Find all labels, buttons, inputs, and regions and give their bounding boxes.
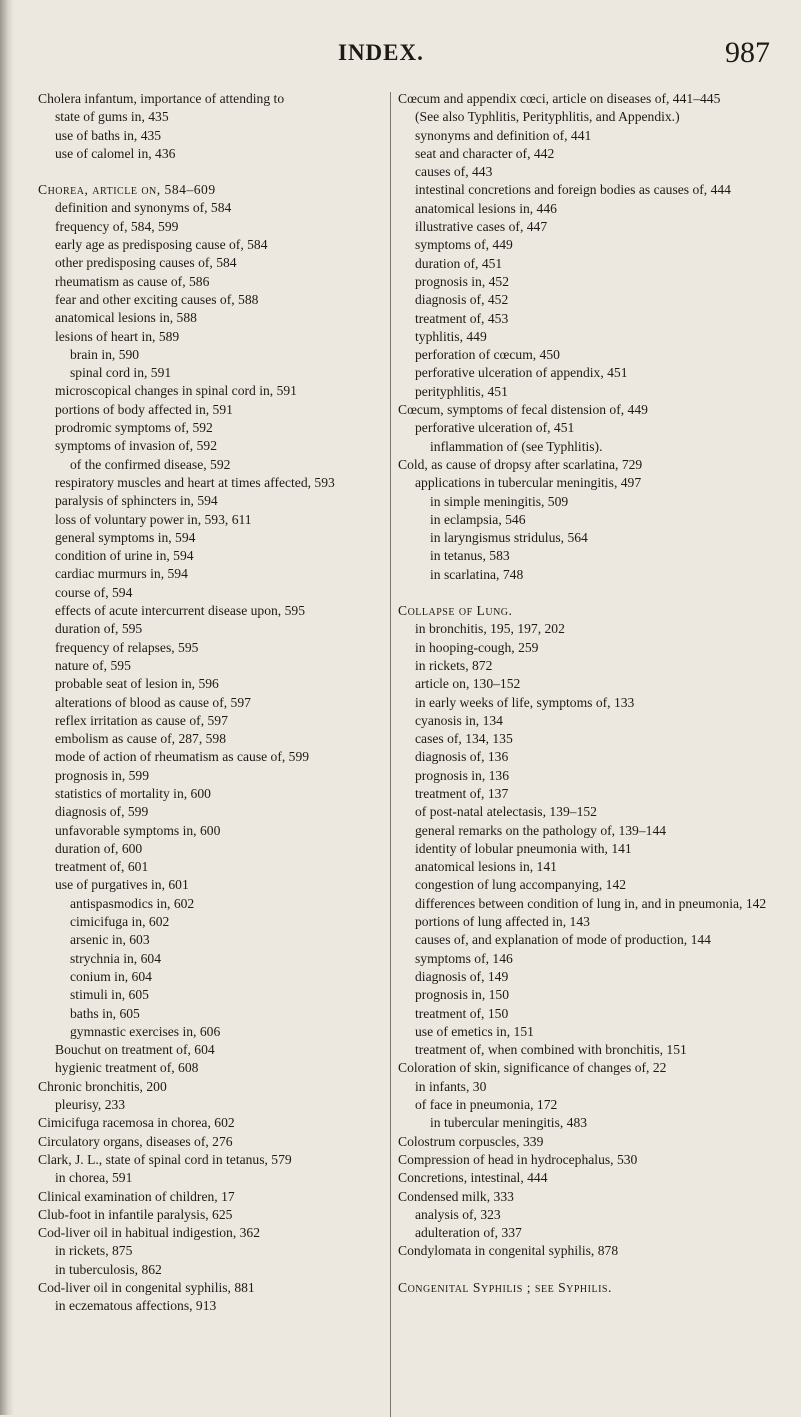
index-entry: treatment of, 150	[415, 1005, 509, 1021]
index-entry: alterations of blood as cause of, 597	[55, 694, 251, 710]
index-entry: Cod-liver oil in congenital syphilis, 881	[38, 1280, 255, 1295]
index-entry: symptoms of, 449	[415, 237, 513, 253]
index-entry: frequency of relapses, 595	[55, 639, 199, 655]
index-entry: anatomical lesions in, 588	[55, 310, 197, 326]
index-entry: article on, 130–152	[415, 676, 521, 692]
index-entry: stimuli in, 605	[70, 987, 149, 1003]
index-entry: congestion of lung accompanying, 142	[415, 877, 627, 893]
index-entry: diagnosis of, 136	[415, 749, 509, 765]
entry-spacer	[398, 584, 790, 602]
index-entry: Cœcum, symptoms of fecal distension of, 449	[398, 402, 648, 418]
index-entry: baths in, 605	[70, 1005, 140, 1021]
index-entry: perforation of cœcum, 450	[415, 347, 560, 363]
index-entry: in laryngismus stridulus, 564	[430, 530, 588, 546]
index-entry: lesions of heart in, 589	[55, 328, 180, 344]
index-entry: frequency of, 584, 599	[55, 218, 179, 234]
index-entry: Collapse of Lung.	[398, 603, 513, 619]
index-entry: microscopical changes in spinal cord in, 591	[55, 383, 297, 399]
index-entry: state of gums in, 435	[55, 109, 169, 125]
index-entry: cyanosis in, 134	[415, 712, 503, 728]
index-entry: loss of voluntary power in, 593, 611	[55, 511, 252, 527]
index-entry: in early weeks of life, symptoms of, 133	[415, 694, 635, 710]
index-entry: general remarks on the pathology of, 139–144	[415, 822, 667, 838]
index-entry: synonyms and definition of, 441	[415, 127, 592, 143]
index-entry: diagnosis of, 452	[415, 292, 509, 308]
index-entry: prognosis in, 150	[415, 987, 510, 1003]
index-entry: gymnastic exercises in, 606	[70, 1023, 221, 1039]
index-entry: Congenital Syphilis ; see Syphilis.	[398, 1279, 612, 1295]
index-entry: diagnosis of, 149	[415, 968, 509, 984]
index-entry: symptoms of invasion of, 592	[55, 438, 217, 454]
index-entry: reflex irritation as cause of, 597	[55, 712, 228, 728]
index-entry: embolism as cause of, 287, 598	[55, 731, 227, 747]
index-entry: strychnia in, 604	[70, 950, 161, 966]
index-entry: pleurisy, 233	[55, 1097, 126, 1113]
index-entry: use of calomel in, 436	[55, 145, 176, 161]
index-entry: use of baths in, 435	[55, 127, 162, 143]
index-entry: anatomical lesions in, 141	[415, 859, 557, 875]
index-entry: treatment of, 453	[415, 310, 509, 326]
index-entry: effects of acute intercurrent disease upon, 595	[55, 603, 305, 619]
index-entry: diagnosis of, 599	[55, 804, 149, 820]
index-entry: treatment of, 601	[55, 859, 149, 875]
index-entry: rheumatism as cause of, 586	[55, 273, 210, 289]
index-entry: course of, 594	[55, 584, 133, 600]
index-entry: Clinical examination of children, 17	[38, 1188, 235, 1204]
index-entry: in infants, 30	[415, 1078, 487, 1094]
index-entry: prognosis in, 452	[415, 273, 510, 289]
index-entry: anatomical lesions in, 446	[415, 200, 557, 216]
index-entry: Chorea, article on, 584–609	[38, 182, 216, 198]
index-entry: identity of lobular pneumonia with, 141	[415, 840, 632, 856]
index-entry: general symptoms in, 594	[55, 529, 196, 545]
binding-gutter	[0, 0, 14, 1415]
index-entry: prodromic symptoms of, 592	[55, 420, 213, 436]
index-entry: Cimicifuga racemosa in chorea, 602	[38, 1115, 235, 1131]
index-entry: Cod-liver oil in habitual indigestion, 362	[38, 1225, 261, 1241]
index-entry: in scarlatina, 748	[430, 566, 524, 582]
index-entry: definition and synonyms of, 584	[55, 200, 232, 216]
index-entry: use of purgatives in, 601	[55, 877, 189, 893]
index-entry: cimicifuga in, 602	[70, 914, 170, 930]
index-entry: of face in pneumonia, 172	[415, 1097, 558, 1113]
index-entry: in eczematous affections, 913	[55, 1298, 217, 1314]
page-number: 987	[725, 36, 770, 69]
index-entry: paralysis of sphincters in, 594	[55, 493, 218, 509]
index-entry: inflammation of (see Typhlitis).	[430, 438, 603, 454]
entry-spacer	[398, 1261, 790, 1279]
left-column	[38, 90, 386, 1316]
index-entry: analysis of, 323	[415, 1206, 501, 1222]
index-entry: in hooping-cough, 259	[415, 639, 539, 655]
index-entry: in chorea, 591	[55, 1170, 133, 1186]
index-entry: Colostrum corpuscles, 339	[398, 1133, 544, 1149]
entry-spacer	[38, 163, 386, 181]
index-entry: portions of lung affected in, 143	[415, 914, 590, 930]
index-entry: antispasmodics in, 602	[70, 895, 195, 911]
index-entry: Club-foot in infantile paralysis, 625	[38, 1206, 233, 1222]
index-entry: duration of, 451	[415, 255, 503, 271]
index-entry: early age as predisposing cause of, 584	[55, 237, 268, 253]
index-entry: in tuberculosis, 862	[55, 1261, 162, 1277]
index-entry: prognosis in, 136	[415, 767, 510, 783]
index-entry: seat and character of, 442	[415, 145, 555, 161]
index-entry: differences between condition of lung in, and in pneumonia, 142	[415, 895, 767, 911]
index-entry: probable seat of lesion in, 596	[55, 676, 219, 692]
index-entry: Clark, J. L., state of spinal cord in tetanus, 579	[38, 1151, 292, 1167]
index-entry: of the confirmed disease, 592	[70, 456, 231, 472]
index-entry: causes of, and explanation of mode of production, 144	[415, 932, 711, 948]
index-entry: in rickets, 872	[415, 657, 493, 673]
index-entry: Bouchut on treatment of, 604	[55, 1042, 215, 1058]
index-entry: perityphlitis, 451	[415, 383, 508, 399]
index-entry: cardiac murmurs in, 594	[55, 566, 188, 582]
index-entry: Cœcum and appendix cœci, article on diseases of, 441–445	[398, 91, 721, 106]
index-entry: perforative ulceration of appendix, 451	[415, 365, 628, 381]
index-entry: symptoms of, 146	[415, 950, 513, 966]
index-entry: nature of, 595	[55, 657, 131, 673]
running-title: INDEX.	[338, 40, 424, 65]
index-entry: causes of, 443	[415, 164, 493, 180]
index-entry: brain in, 590	[70, 346, 140, 362]
index-entry: in tetanus, 583	[430, 548, 510, 564]
index-entry: in simple meningitis, 509	[430, 493, 569, 509]
index-entry: in bronchitis, 195, 197, 202	[415, 621, 565, 637]
index-entry: unfavorable symptoms in, 600	[55, 822, 221, 838]
index-entry: Concretions, intestinal, 444	[398, 1170, 548, 1186]
index-entry: Compression of head in hydrocephalus, 530	[398, 1151, 638, 1167]
index-entry: spinal cord in, 591	[70, 365, 172, 381]
index-entry: in rickets, 875	[55, 1243, 133, 1259]
index-entry: Circulatory organs, diseases of, 276	[38, 1133, 233, 1149]
right-column	[398, 90, 790, 1297]
index-entry: illustrative cases of, 447	[415, 219, 548, 235]
index-entry: duration of, 595	[55, 621, 143, 637]
index-entry: prognosis in, 599	[55, 767, 150, 783]
index-entry: use of emetics in, 151	[415, 1023, 534, 1039]
index-entry: adulteration of, 337	[415, 1225, 522, 1241]
index-entry: cases of, 134, 135	[415, 731, 513, 747]
index-entry: Condylomata in congenital syphilis, 878	[398, 1243, 619, 1259]
index-entry: in eclampsia, 546	[430, 511, 526, 527]
index-entry: respiratory muscles and heart at times affected, 593	[55, 474, 335, 490]
index-entry: hygienic treatment of, 608	[55, 1060, 199, 1076]
index-entry: Cholera infantum, importance of attending to	[38, 91, 285, 106]
index-entry: applications in tubercular meningitis, 497	[415, 475, 642, 491]
index-entry: typhlitis, 449	[415, 328, 487, 344]
index-entry: treatment of, 137	[415, 785, 509, 801]
index-entry: condition of urine in, 594	[55, 548, 194, 564]
index-entry: intestinal concretions and foreign bodies as causes of, 444	[415, 182, 731, 198]
index-entry: portions of body affected in, 591	[55, 401, 233, 417]
index-entry: Chronic bronchitis, 200	[38, 1078, 167, 1094]
index-entry: conium in, 604	[70, 968, 152, 984]
index-entry: Coloration of skin, significance of changes of, 22	[398, 1060, 667, 1076]
index-entry: treatment of, when combined with bronchitis, 151	[415, 1042, 687, 1058]
index-entry: (See also Typhlitis, Perityphlitis, and Appendix.)	[415, 109, 680, 125]
index-entry: mode of action of rheumatism as cause of, 599	[55, 749, 310, 765]
index-entry: statistics of mortality in, 600	[55, 785, 211, 801]
index-entry: in tubercular meningitis, 483	[430, 1115, 588, 1131]
index-entry: duration of, 600	[55, 840, 143, 856]
column-divider	[390, 92, 391, 1417]
index-entry: Condensed milk, 333	[398, 1188, 514, 1204]
index-entry: Cold, as cause of dropsy after scarlatina, 729	[398, 456, 643, 472]
index-entry: fear and other exciting causes of, 588	[55, 291, 259, 307]
index-entry: perforative ulceration of, 451	[415, 420, 575, 436]
index-entry: other predisposing causes of, 584	[55, 255, 237, 271]
index-entry: arsenic in, 603	[70, 932, 150, 948]
index-entry: of post-natal atelectasis, 139–152	[415, 804, 597, 820]
